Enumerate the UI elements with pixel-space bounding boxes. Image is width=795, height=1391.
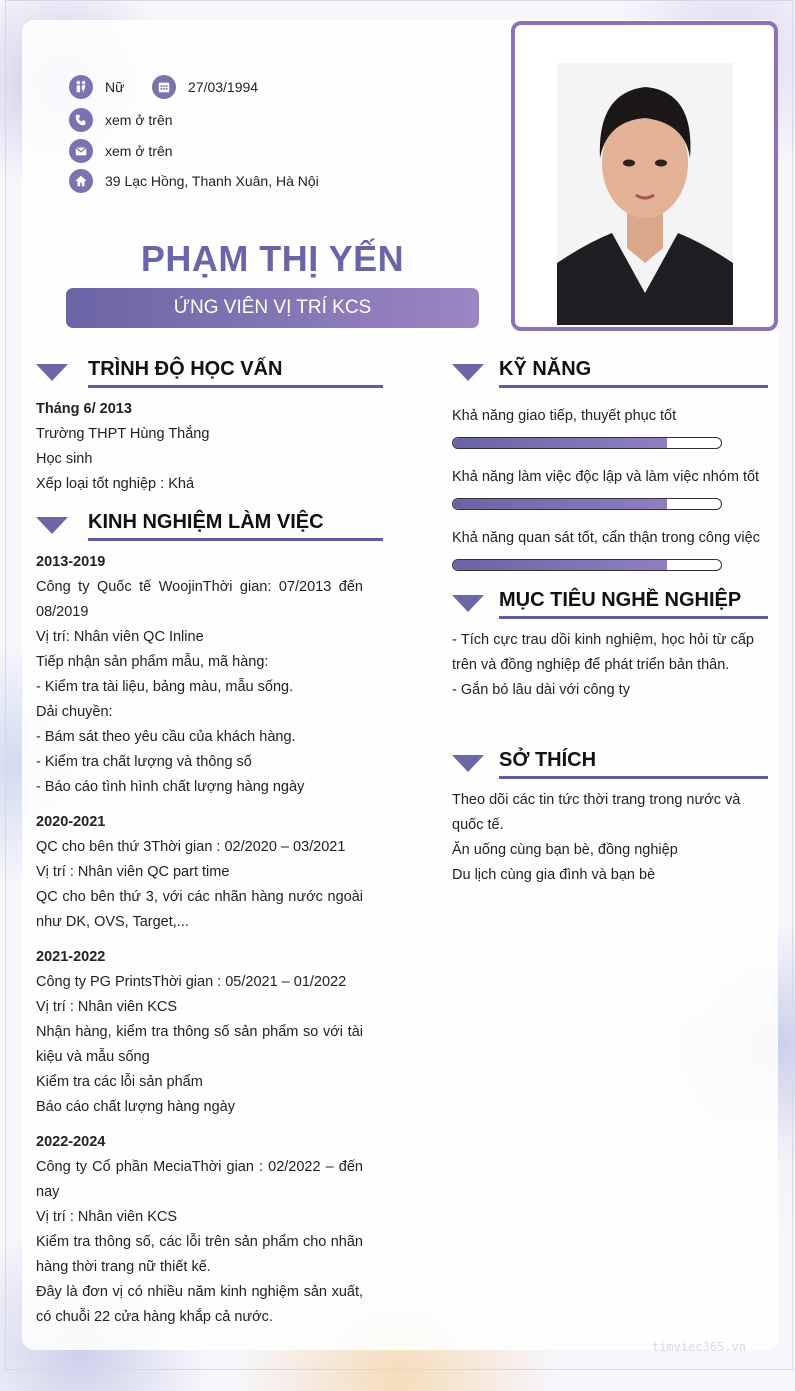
skill-bar-fill: [453, 499, 667, 509]
job-line: - Báo cáo tình hình chất lượng hàng ngày: [36, 779, 305, 795]
job-line: - Kiểm tra chất lượng và thông số: [36, 754, 252, 770]
education-school: Trường THPT Hùng Thắng: [36, 426, 210, 442]
education-title: TRÌNH ĐỘ HỌC VẤN: [88, 358, 283, 380]
education-date: Tháng 6/ 2013: [36, 401, 132, 417]
skill-label: Khả năng làm việc độc lập và làm việc nhóm tốt: [452, 469, 760, 485]
section-divider: [499, 385, 768, 388]
skill-item: [452, 404, 770, 449]
job-line: Công ty Cổ phần MeciaThời gian : 02/2022 – đến nay: [36, 1159, 363, 1200]
skills-section: [452, 358, 770, 571]
job-period: 2013-2019: [36, 554, 106, 570]
phone-icon: [69, 108, 93, 132]
email-row: [69, 139, 173, 163]
job-line: Kiểm tra thông số, các lỗi trên sản phẩm cho nhãn hàng thời trang nữ thiết kế.: [36, 1234, 363, 1275]
education-section: [36, 358, 383, 497]
hobbies-section: [452, 749, 770, 888]
objective-section: [452, 589, 770, 703]
job-line: Vị trí : Nhân viên QC part time: [36, 864, 230, 880]
watermark: timviec365.vn: [652, 1340, 746, 1354]
job-line: Nhận hàng, kiểm tra thông số sản phẩm so với tài kiệu và mẫu sống: [36, 1024, 363, 1065]
hobby-line: Ăn uống cùng bạn bè, đồng nghiệp: [452, 842, 678, 858]
education-grade: Xếp loại tốt nghiệp : Khá: [36, 476, 195, 492]
skill-bar: [452, 437, 722, 449]
section-triangle-icon: [36, 364, 68, 381]
objective-line: - Gắn bó lâu dài với công ty: [452, 682, 630, 698]
section-divider: [88, 385, 383, 388]
calendar-icon: [152, 75, 176, 99]
job-line: Tiếp nhận sản phẩm mẫu, mã hàng:: [36, 654, 269, 670]
dob-row: [152, 75, 258, 99]
skill-bar: [452, 559, 722, 571]
hobby-line: Theo dõi các tin tức thời trang trong nước và quốc tế.: [452, 792, 741, 833]
skill-item: [452, 526, 770, 571]
skill-bar: [452, 498, 722, 510]
skill-label: Khả năng quan sát tốt, cẩn thận trong công việc: [452, 530, 760, 546]
section-divider: [499, 776, 768, 779]
skill-item: [452, 465, 770, 510]
hobbies-title: SỞ THÍCH: [499, 749, 597, 771]
job-entry: [36, 810, 363, 935]
job-line: - Bám sát theo yêu cầu của khách hàng.: [36, 729, 296, 745]
section-triangle-icon: [452, 364, 484, 381]
job-line: Báo cáo chất lượng hàng ngày: [36, 1099, 235, 1115]
profile-photo: [557, 63, 733, 325]
job-line: Công ty PG PrintsThời gian : 05/2021 – 01/2022: [36, 974, 347, 990]
home-icon: [69, 169, 93, 193]
job-entry: [36, 945, 363, 1120]
dob-text: 27/03/1994: [188, 79, 259, 95]
section-triangle-icon: [452, 595, 484, 612]
job-line: Đây là đơn vị có nhiều năm kinh nghiệm sản xuất, có chuỗi 22 cửa hàng khắp cả nước.: [36, 1284, 363, 1325]
job-line: Vị trí : Nhân viên KCS: [36, 1209, 178, 1225]
job-line: Vị trí: Nhân viên QC Inline: [36, 629, 204, 645]
position-banner: ỨNG VIÊN VỊ TRÍ KCS: [66, 288, 479, 328]
email-text: xem ở trên: [105, 143, 173, 159]
candidate-name: PHẠM THỊ YẾN: [140, 238, 405, 279]
education-major: Học sinh: [36, 451, 93, 467]
job-entry: [36, 1130, 363, 1330]
address-row: [69, 169, 319, 193]
skill-bar-fill: [453, 560, 667, 570]
profile-photo-frame: [511, 21, 778, 331]
job-line: - Kiểm tra tài liệu, bảng màu, mẫu sống.: [36, 679, 294, 695]
objective-line: - Tích cực trau dồi kinh nghiệm, học hỏi từ cấp trên và đồng nghiệp để phát triển bản thân.: [452, 632, 754, 673]
job-line: QC cho bên thứ 3, với các nhãn hàng nước ngoài như DK, OVS, Target,...: [36, 889, 363, 930]
job-period: 2021-2022: [36, 949, 106, 965]
job-period: 2022-2024: [36, 1134, 106, 1150]
skill-bar-fill: [453, 438, 667, 448]
objective-title: MỤC TIÊU NGHỀ NGHIỆP: [499, 589, 742, 611]
skills-title: KỸ NĂNG: [499, 358, 592, 380]
email-icon: [69, 139, 93, 163]
section-divider: [88, 538, 383, 541]
job-line: Công ty Quốc tế WoojinThời gian: 07/2013 đến 08/2019: [36, 579, 363, 620]
job-line: QC cho bên thứ 3Thời gian : 02/2020 – 03/2021: [36, 839, 346, 855]
job-line: Dải chuyền:: [36, 704, 113, 720]
address-text: 39 Lạc Hồng, Thanh Xuân, Hà Nội: [105, 173, 319, 189]
experience-section: [36, 511, 383, 1330]
job-period: 2020-2021: [36, 814, 106, 830]
gender-text: Nữ: [105, 79, 125, 95]
experience-title: KINH NGHIỆM LÀM VIỆC: [88, 511, 324, 533]
hobby-line: Du lịch cùng gia đình và bạn bè: [452, 867, 656, 883]
job-line: Kiểm tra các lỗi sản phẩm: [36, 1074, 203, 1090]
phone-row: [69, 108, 173, 132]
phone-text: xem ở trên: [105, 112, 173, 128]
section-triangle-icon: [452, 755, 484, 772]
skill-label: Khả năng giao tiếp, thuyết phục tốt: [452, 408, 677, 424]
section-triangle-icon: [36, 517, 68, 534]
section-divider: [499, 616, 768, 619]
gender-icon: [69, 75, 93, 99]
gender-row: [69, 75, 124, 99]
job-line: Vị trí : Nhân viên KCS: [36, 999, 178, 1015]
job-entry: [36, 550, 363, 800]
